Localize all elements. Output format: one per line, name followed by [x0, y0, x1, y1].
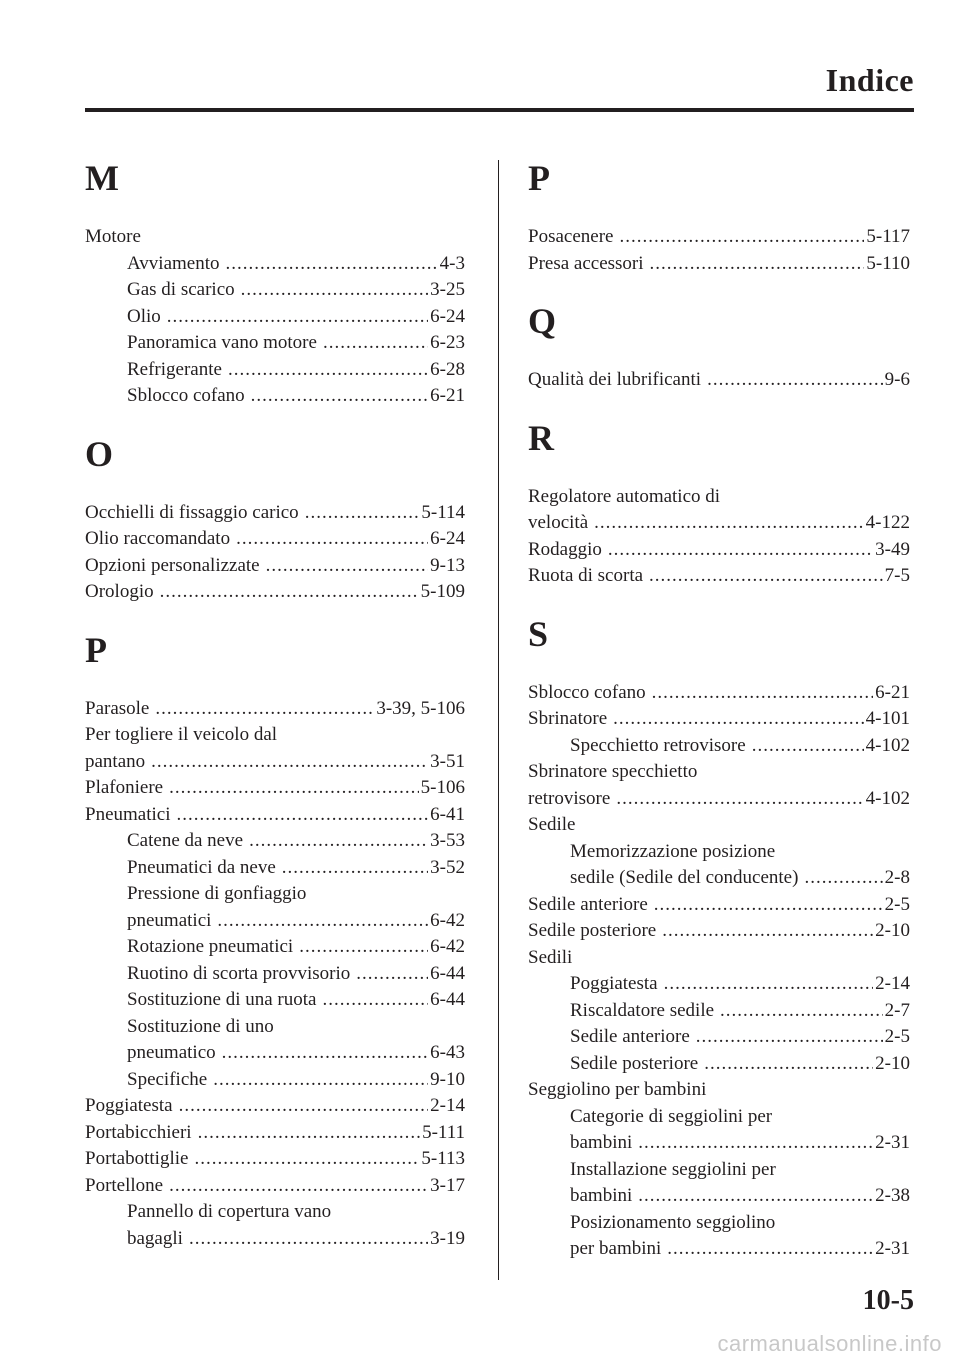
- index-entry: [85, 749, 465, 776]
- entry-page-ref: 3-52: [430, 856, 465, 878]
- entry-page-ref: 3-53: [430, 830, 465, 851]
- entry-text: Poggiatesta: [85, 1095, 173, 1116]
- index-entry: [85, 802, 465, 829]
- dot-leader: [638, 1183, 873, 1210]
- index-section: [85, 156, 465, 410]
- dot-leader: [616, 786, 863, 813]
- dot-leader: [356, 961, 428, 988]
- index-subentry: [85, 855, 465, 882]
- index-subentry: [528, 1024, 910, 1051]
- entry-page-ref: 5-117: [866, 226, 910, 247]
- entry-page-ref: 7-5: [884, 565, 910, 586]
- index-subentry: [528, 1130, 910, 1157]
- dot-leader: [654, 892, 883, 919]
- dot-leader: [217, 908, 428, 935]
- index-subentry: [85, 304, 465, 331]
- entry-page-ref: 6-44: [430, 989, 465, 1010]
- entry-text: Poggiatesta: [570, 973, 658, 994]
- entry-text: Pneumatici: [85, 803, 171, 825]
- index-subentry: [85, 828, 465, 855]
- index-entry: [528, 786, 910, 813]
- entry-text: bambini: [570, 1185, 633, 1206]
- entry-page-ref: 5-109: [420, 581, 465, 602]
- index-entry: [85, 722, 465, 749]
- dot-leader: [179, 1093, 429, 1120]
- index-entry: [85, 579, 465, 606]
- section-letter: M: [85, 158, 119, 198]
- dot-leader: [176, 802, 428, 829]
- dot-leader: [222, 1040, 429, 1067]
- entry-text: Categorie di seggiolini per: [570, 1105, 773, 1127]
- entry-page-ref: 5-114: [421, 501, 465, 523]
- entry-text: Avviamento: [127, 252, 220, 274]
- index-subentry: [528, 839, 910, 866]
- entry-text: Specifiche: [127, 1068, 208, 1090]
- dot-leader: [323, 330, 428, 357]
- entry-text: Panoramica vano motore: [127, 332, 317, 353]
- entry-text: Refrigerante: [127, 358, 222, 380]
- entry-text: Catene da neve: [127, 830, 244, 851]
- dot-leader: [704, 1051, 873, 1078]
- entry-page-ref: 6-28: [430, 358, 465, 380]
- index-subentry: [528, 1183, 910, 1210]
- dot-leader: [594, 510, 864, 537]
- column-divider: [498, 160, 499, 1280]
- entry-page-ref: 4-101: [865, 708, 910, 729]
- entry-text: Motore: [85, 226, 141, 247]
- entry-text: Installazione seggiolini per: [570, 1158, 776, 1180]
- index-column-left: [85, 150, 465, 1252]
- index-subentry: [85, 1067, 465, 1094]
- dot-leader: [155, 696, 374, 723]
- entry-page-ref: 6-24: [430, 305, 465, 327]
- entry-page-ref: 2-5: [884, 1026, 910, 1047]
- dot-leader: [752, 733, 864, 760]
- entry-text: Sblocco cofano: [528, 681, 646, 703]
- index-entry: [85, 224, 465, 251]
- dot-leader: [804, 865, 882, 892]
- entry-page-ref: 2-10: [875, 920, 910, 941]
- dot-leader: [299, 934, 428, 961]
- dot-leader: [662, 918, 873, 945]
- entry-text: Sbrinatore specchietto: [528, 761, 698, 782]
- dot-leader: [667, 1236, 873, 1263]
- index-entry: [528, 759, 910, 786]
- index-subentry: [85, 1199, 465, 1226]
- index-section: [528, 416, 910, 590]
- dot-leader: [167, 304, 428, 331]
- index-subentry: [85, 934, 465, 961]
- dot-leader: [322, 987, 428, 1014]
- index-section: [528, 156, 910, 277]
- dot-leader: [619, 224, 864, 251]
- entry-text: bambini: [570, 1132, 633, 1153]
- entry-page-ref: 4-102: [865, 734, 910, 756]
- entry-text: Sbrinatore: [528, 708, 608, 729]
- entry-text: pantano: [85, 750, 146, 772]
- entry-text: Pannello di copertura vano: [127, 1201, 332, 1222]
- entry-page-ref: 5-111: [422, 1121, 465, 1143]
- index-entry: [85, 553, 465, 580]
- dot-leader: [696, 1024, 883, 1051]
- index-entry: [528, 537, 910, 564]
- entry-page-ref: 3-39, 5-106: [376, 697, 465, 719]
- dot-leader: [189, 1226, 428, 1253]
- entry-text: retrovisore: [528, 787, 611, 809]
- entry-text: Pressione di gonfiaggio: [127, 883, 307, 904]
- entry-text: Sostituzione di una ruota: [127, 989, 317, 1010]
- entry-page-ref: 3-17: [430, 1174, 465, 1196]
- index-subentry: [85, 357, 465, 384]
- entry-page-ref: 3-49: [875, 538, 910, 560]
- index-subentry: [85, 1226, 465, 1253]
- entry-text: bagagli: [127, 1227, 183, 1249]
- entry-page-ref: 2-10: [875, 1052, 910, 1074]
- entry-page-ref: 4-3: [439, 252, 465, 274]
- entry-page-ref: 2-14: [875, 973, 910, 994]
- entry-page-ref: 2-8: [884, 867, 910, 888]
- entry-page-ref: 2-38: [875, 1185, 910, 1206]
- index-subentry: [85, 908, 465, 935]
- entry-text: pneumatico: [127, 1042, 216, 1063]
- entry-text: Occhielli di fissaggio carico: [85, 501, 299, 523]
- index-entry: [528, 224, 910, 251]
- dot-leader: [282, 855, 428, 882]
- index-entry: [85, 526, 465, 553]
- entry-text: Olio raccomandato: [85, 528, 231, 549]
- entry-text: Memorizzazione posizione: [570, 840, 776, 862]
- entry-text: Ruotino di scorta provvisorio: [127, 962, 351, 984]
- dot-leader: [213, 1067, 428, 1094]
- section-letter: R: [528, 417, 554, 458]
- entry-text: Portellone: [85, 1174, 164, 1196]
- index-subentry: [528, 1236, 910, 1263]
- entry-text: pneumatici: [127, 909, 212, 931]
- index-subentry: [85, 961, 465, 988]
- entry-text: Olio: [127, 305, 161, 327]
- index-subentry: [85, 987, 465, 1014]
- dot-leader: [160, 579, 419, 606]
- index-subentry: [528, 865, 910, 892]
- entry-text: Pneumatici da neve: [127, 856, 276, 878]
- entry-text: Orologio: [85, 581, 154, 602]
- entry-page-ref: 6-24: [430, 528, 465, 549]
- entry-text: sedile (Sedile del conducente): [570, 867, 799, 888]
- dot-leader: [638, 1130, 873, 1157]
- index-entry: [85, 696, 465, 723]
- entry-page-ref: 4-102: [865, 787, 910, 809]
- entry-text: Gas di scarico: [127, 279, 235, 300]
- index-entry: [528, 918, 910, 945]
- dot-leader: [266, 553, 429, 580]
- entry-text: Sblocco cofano: [127, 385, 245, 406]
- dot-leader: [720, 998, 883, 1025]
- section-letter: P: [85, 629, 107, 670]
- index-subentry: [85, 277, 465, 304]
- index-subentry: [85, 1040, 465, 1067]
- index-entry: [528, 892, 910, 919]
- entry-text: Rotazione pneumatici: [127, 936, 294, 957]
- section-letter: S: [528, 613, 549, 654]
- dot-leader: [241, 277, 429, 304]
- dot-leader: [649, 563, 883, 590]
- entry-text: Parasole: [85, 697, 150, 719]
- dot-leader: [664, 971, 874, 998]
- index-entry: [85, 1173, 465, 1200]
- entry-page-ref: 6-42: [430, 909, 465, 931]
- entry-page-ref: 5-106: [420, 777, 465, 798]
- index-section: [528, 612, 910, 1263]
- index-entry: [85, 500, 465, 527]
- entry-page-ref: 2-31: [875, 1238, 910, 1259]
- index-subentry: [85, 251, 465, 278]
- entry-text: Rodaggio: [528, 538, 602, 560]
- entry-text: Sedili: [528, 946, 573, 968]
- index-entry: [528, 706, 910, 733]
- dot-leader: [228, 357, 428, 384]
- dot-leader: [226, 251, 438, 278]
- entry-page-ref: 2-31: [875, 1132, 910, 1153]
- entry-page-ref: 9-10: [430, 1068, 465, 1090]
- dot-leader: [608, 537, 873, 564]
- entry-text: per bambini: [570, 1238, 662, 1259]
- entry-page-ref: 9-6: [884, 369, 910, 390]
- section-letter: O: [85, 433, 114, 474]
- entry-page-ref: 6-23: [430, 332, 465, 353]
- index-section: [85, 628, 465, 1253]
- dot-leader: [169, 775, 419, 802]
- index-entry: [528, 367, 910, 394]
- page-title: Indice: [825, 62, 914, 98]
- entry-page-ref: 6-42: [430, 936, 465, 957]
- section-letter: P: [528, 158, 550, 198]
- index-subentry: [85, 330, 465, 357]
- entry-text: Sedile anteriore: [528, 893, 648, 915]
- entry-page-ref: 2-14: [430, 1095, 465, 1116]
- entry-page-ref: 4-122: [865, 512, 910, 533]
- section-letter: Q: [528, 301, 557, 341]
- entry-page-ref: 6-41: [430, 803, 465, 825]
- index-subentry: [85, 383, 465, 410]
- index-subentry: [85, 1014, 465, 1041]
- index-entry: [85, 1093, 465, 1120]
- entry-page-ref: 6-44: [430, 962, 465, 984]
- entry-text: Posizionamento seggiolino: [570, 1211, 776, 1233]
- dot-leader: [305, 500, 420, 527]
- entry-text: Sedile posteriore: [528, 920, 657, 941]
- index-entry: [528, 251, 910, 278]
- entry-text: Sedile posteriore: [570, 1052, 699, 1074]
- dot-leader: [198, 1120, 421, 1147]
- index-section: [85, 432, 465, 606]
- entry-page-ref: 2-7: [884, 999, 910, 1021]
- dot-leader: [194, 1146, 419, 1173]
- index-subentry: [528, 1104, 910, 1131]
- index-entry: [528, 945, 910, 972]
- index-entry: [85, 1146, 465, 1173]
- entry-text: Qualità dei lubrificanti: [528, 369, 702, 390]
- index-subentry: [528, 998, 910, 1025]
- entry-text: Specchietto retrovisore: [570, 734, 746, 756]
- entry-page-ref: 6-43: [430, 1042, 465, 1063]
- entry-text: Per togliere il veicolo dal: [85, 724, 278, 745]
- index-entry: [528, 680, 910, 707]
- entry-text: Portabottiglie: [85, 1148, 189, 1169]
- index-subentry: [528, 1051, 910, 1078]
- entry-page-ref: 9-13: [430, 554, 465, 576]
- entry-page-ref: 6-21: [875, 681, 910, 703]
- entry-page-ref: 3-19: [430, 1227, 465, 1249]
- index-entry: [85, 1120, 465, 1147]
- index-section: [528, 299, 910, 394]
- index-entry: [528, 510, 910, 537]
- index-subentry: [528, 971, 910, 998]
- header-rule: [85, 108, 914, 112]
- entry-page-ref: 2-5: [884, 893, 910, 915]
- dot-leader: [707, 367, 883, 394]
- entry-page-ref: 3-51: [430, 750, 465, 772]
- dot-leader: [249, 828, 428, 855]
- entry-text: Opzioni personalizzate: [85, 554, 260, 576]
- index-entry: [85, 775, 465, 802]
- entry-text: Sostituzione di uno: [127, 1015, 274, 1037]
- page-number: 10-5: [862, 1285, 914, 1316]
- index-entry: [528, 812, 910, 839]
- entry-page-ref: 6-21: [430, 385, 465, 406]
- index-entry: [528, 484, 910, 511]
- index-entry: [528, 563, 910, 590]
- dot-leader: [169, 1173, 428, 1200]
- entry-text: Ruota di scorta: [528, 565, 644, 586]
- entry-text: Seggiolino per bambini: [528, 1079, 707, 1100]
- dot-leader: [613, 706, 864, 733]
- dot-leader: [652, 680, 874, 707]
- entry-text: velocità: [528, 512, 589, 533]
- watermark: carmanualsonline.info: [717, 1331, 942, 1356]
- entry-text: Regolatore automatico di: [528, 485, 721, 507]
- entry-text: Riscaldatore sedile: [570, 999, 715, 1021]
- dot-leader: [650, 251, 865, 278]
- entry-text: Sedile anteriore: [570, 1026, 690, 1047]
- dot-leader: [236, 526, 428, 553]
- entry-text: Plafoniere: [85, 777, 164, 798]
- entry-text: Posacenere: [528, 226, 614, 247]
- dot-leader: [251, 383, 429, 410]
- entry-text: Portabicchieri: [85, 1121, 192, 1143]
- index-subentry: [85, 881, 465, 908]
- index-column-right: [528, 150, 910, 1263]
- index-subentry: [528, 733, 910, 760]
- index-entry: [528, 1077, 910, 1104]
- entry-page-ref: 5-113: [421, 1148, 465, 1169]
- entry-page-ref: 3-25: [430, 279, 465, 300]
- entry-page-ref: 5-110: [866, 252, 910, 274]
- dot-leader: [151, 749, 428, 776]
- entry-text: Presa accessori: [528, 252, 644, 274]
- index-subentry: [528, 1157, 910, 1184]
- index-subentry: [528, 1210, 910, 1237]
- entry-text: Sedile: [528, 814, 576, 835]
